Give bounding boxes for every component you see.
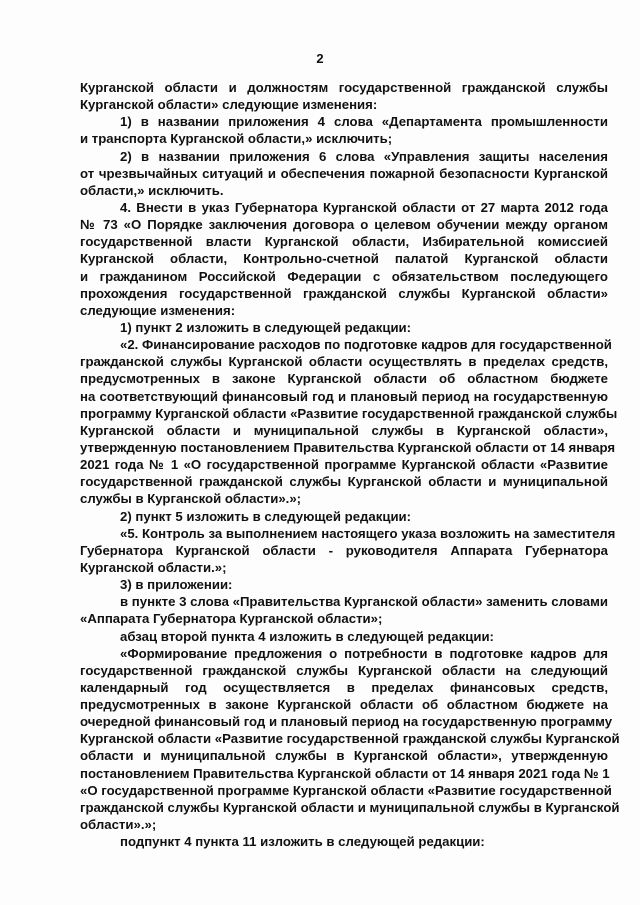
text-line: утвержденную постановлением Правительства Курганской области от 14 января	[80, 439, 616, 455]
text-line: «2. Финансирование расходов по подготовке кадров для государственной	[120, 337, 612, 353]
text-line: «Аппарата Губернатора Курганской области»;	[80, 611, 383, 627]
text-line: области,» исключить.	[80, 182, 224, 198]
text-line: «Формирование предложения о потребности в подготовке кадров для	[120, 645, 608, 661]
text-line: государственной гражданской службы Курганской области на следующий	[80, 662, 608, 678]
text-line: и транспорта Курганской области,» исключить;	[80, 131, 393, 147]
text-line: государственной гражданской службы Курганской области и муниципальной	[80, 474, 608, 490]
text-line: гражданской службы Курганской области осуществлять в пределах средств,	[80, 354, 608, 370]
text-line: Курганской области» следующие изменения:	[80, 97, 378, 113]
text-line: 3) в приложении:	[120, 577, 233, 593]
text-line: календарный год осуществляется в пределах финансовых средств,	[80, 679, 608, 695]
text-line: Курганской области и муниципальной службы в Курганской области»,	[80, 422, 608, 438]
text-line: «5. Контроль за выполнением настоящего указа возложить на заместителя	[120, 525, 616, 541]
text-line: гражданской службы Курганской области и муниципальной службы в Курганской	[80, 799, 620, 815]
text-line: 2021 года № 1 «О государственной программе Курганской области «Развитие	[80, 457, 608, 473]
text-line: 2) пункт 5 изложить в следующей редакции:	[120, 508, 412, 524]
text-line: области».»;	[80, 817, 157, 833]
text-line: 1) в названии приложения 4 слова «Департамента промышленности	[120, 114, 608, 130]
text-line: постановлением Правительства Курганской области от 14 января 2021 года № 1	[80, 765, 610, 781]
text-line: предусмотренных в законе Курганской области об областном бюджете на	[80, 697, 608, 713]
text-line: следующие изменения:	[80, 302, 236, 318]
text-line: программу Курганской области «Развитие государственной гражданской службы	[80, 405, 618, 421]
text-line: предусмотренных в законе Курганской области об областном бюджете	[80, 371, 608, 387]
text-line: № 73 «О Порядке заключения договора о целевом обучении между органом	[80, 217, 608, 233]
text-line: области и муниципальной службы в Курганской области», утвержденную	[80, 748, 608, 764]
text-line: очередной финансовый год и плановый период на государственную программу	[80, 714, 613, 730]
text-line: Курганской области и должностям государственной гражданской службы	[80, 80, 608, 95]
text-line: 1) пункт 2 изложить в следующей редакции:	[120, 319, 412, 335]
text-line: Курганской области, Контрольно-счетной палатой Курганской области	[80, 251, 608, 267]
text-line: Курганской области «Развитие государственной гражданской службы Курганской	[80, 731, 620, 747]
text-line: «О государственной программе Курганской области «Развитие государственной	[80, 782, 612, 798]
text-line: государственной власти Курганской области, Избирательной комиссией	[80, 234, 608, 250]
text-line: подпункт 4 пункта 11 изложить в следующей редакции:	[120, 834, 485, 850]
text-line: 2) в названии приложения 6 слова «Управления защиты населения	[120, 148, 608, 164]
text-line: службы в Курганской области».»;	[80, 491, 302, 507]
text-line: прохождения государственной гражданской службы Курганской области»	[80, 285, 608, 301]
text-line: на соответствующий финансовый год и плановый период на государственную	[80, 388, 608, 404]
text-line: абзац второй пункта 4 изложить в следующей редакции:	[120, 628, 494, 644]
text-line: от чрезвычайных ситуаций и обеспечения пожарной безопасности Курганской	[80, 165, 608, 181]
text-line: в пункте 3 слова «Правительства Курганской области» заменить словами	[120, 594, 608, 610]
page-number: 2	[316, 51, 324, 66]
text-line: 4. Внести в указ Губернатора Курганской области от 27 марта 2012 года	[120, 199, 608, 215]
text-line: Курганской области.»;	[80, 559, 227, 575]
text-line: Губернатора Курганской области - руководителя Аппарата Губернатора	[80, 542, 608, 558]
text-line: и гражданином Российской Федерации с обязательством последующего	[80, 268, 608, 284]
document-body	[80, 79, 620, 850]
